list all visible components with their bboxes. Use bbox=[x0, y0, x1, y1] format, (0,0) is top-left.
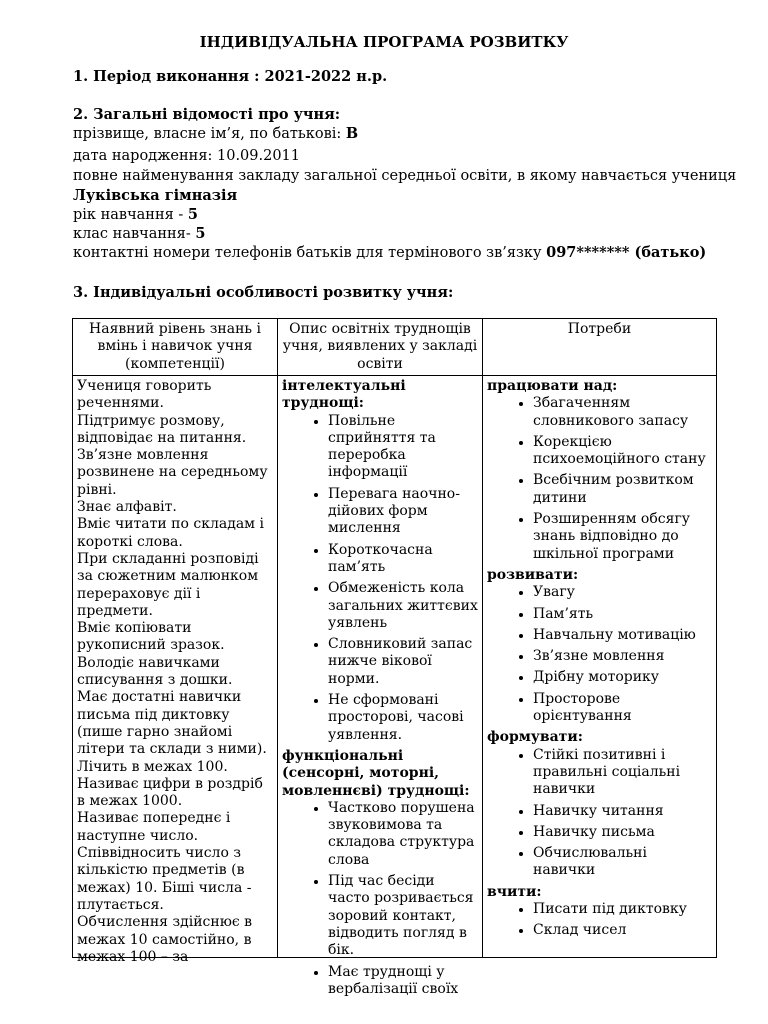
study-year-label: рік навчання - bbox=[73, 207, 188, 223]
intellectual-difficulties-list bbox=[282, 413, 478, 744]
competency-item: Знає алфавіт. bbox=[77, 499, 177, 516]
list-item: • Навчальну мотивацію bbox=[533, 627, 712, 644]
section-1-period: 1. Період виконання : 2021-2022 н.р. bbox=[73, 68, 388, 85]
class-label: клас навчання- bbox=[73, 226, 196, 242]
list-item: • Склад чисел bbox=[533, 922, 712, 939]
teach-list bbox=[487, 901, 712, 940]
competency-item: Лічить в межах 100. bbox=[77, 758, 228, 775]
develop-title: розвивати: bbox=[487, 566, 579, 583]
list-item: • Писати під диктовку bbox=[533, 901, 712, 918]
header-needs: Потреби bbox=[483, 319, 717, 376]
list-item: • Корекцією психоемоційного стану bbox=[533, 434, 712, 469]
competencies-cell bbox=[73, 376, 278, 965]
develop-list bbox=[487, 584, 712, 725]
table-body-row bbox=[73, 376, 717, 958]
section-3-heading: 3. Індивідуальні особливості розвитку учня: bbox=[73, 284, 454, 301]
study-year-line bbox=[73, 206, 198, 223]
list-item: • Просторове орієнтування bbox=[533, 691, 712, 726]
work-on-title: працювати над: bbox=[487, 378, 618, 394]
functional-difficulties-list bbox=[282, 800, 478, 998]
competency-item: При складанні розповіді за сюжетним малюнком перераховує дії і предмети. bbox=[77, 550, 259, 619]
parent-phone-label: контактні номери телефонів батьків для термінового зв’язку bbox=[73, 245, 547, 261]
needs-cell bbox=[483, 376, 717, 958]
development-table bbox=[72, 318, 717, 997]
class-value: 5 bbox=[195, 225, 206, 242]
class-line bbox=[73, 225, 205, 242]
difficulties-cell bbox=[278, 376, 483, 997]
competency-item: Співвідносить число з кількістю предметів (в межах) 10. Біші числа - плутається. bbox=[77, 845, 252, 913]
section-2-heading: 2. Загальні відомості про учня: bbox=[73, 106, 341, 123]
school-label: повне найменування закладу загальної середньої освіти, в якому навчається учениця bbox=[73, 168, 737, 184]
table-header-row bbox=[73, 319, 717, 376]
header-difficulties: Опис освітніх труднощів учня, виявлених у закладі освіти bbox=[278, 319, 483, 376]
student-name-line bbox=[73, 125, 358, 142]
list-item: • Не сформовані просторові, часові уявлення. bbox=[328, 692, 478, 744]
list-item: • Дрібну моторику bbox=[533, 669, 712, 686]
document-title: ІНДИВІДУАЛЬНА ПРОГРАМА РОЗВИТКУ bbox=[199, 33, 569, 51]
header-competencies: Наявний рівень знань і вмінь і навичок учня (компетенції) bbox=[73, 319, 278, 376]
list-item: • Обчислювальні навички bbox=[533, 845, 712, 880]
student-name-label: прізвище, власне ім’я, по батькові: bbox=[73, 126, 346, 142]
student-name-value: В bbox=[345, 125, 359, 142]
competency-item: Володіє навичками списування з дошки. bbox=[77, 654, 233, 689]
intellectual-difficulties-title: інтелектуальні труднощі: bbox=[282, 378, 406, 412]
competency-item: Зв’язне мовлення розвинене на середньому рівні. bbox=[77, 447, 268, 498]
competency-item: Підтримує розмову, відповідає на питання. bbox=[77, 412, 247, 446]
list-item: • Увагу bbox=[533, 584, 712, 601]
date-of-birth: дата народження: 10.09.2011 bbox=[73, 148, 301, 164]
list-item: • Навичку письма bbox=[533, 824, 712, 841]
teach-title: вчити: bbox=[487, 883, 542, 900]
list-item: • Зв’язне мовлення bbox=[533, 648, 712, 665]
parent-phone-line bbox=[73, 244, 706, 261]
form-list bbox=[487, 747, 712, 880]
parent-phone-value: 097******* (батько) bbox=[546, 244, 707, 261]
competency-item: Учениця говорить реченнями. bbox=[77, 378, 212, 412]
list-item: • Збагаченням словникового запасу bbox=[533, 395, 712, 430]
school-value: Луківська гімназія bbox=[73, 187, 238, 204]
study-year-value: 5 bbox=[187, 206, 198, 223]
form-title: формувати: bbox=[487, 729, 583, 746]
list-item: • Стійкі позитивні і правильні соціальні навички bbox=[533, 747, 712, 799]
competency-item: Називає попереднє і наступне число. bbox=[77, 810, 231, 844]
list-item: • Всебічним розвитком дитини bbox=[533, 472, 712, 507]
list-item: • Пам’ять bbox=[533, 606, 712, 623]
list-item: • Перевага наочно-дійових форм мислення bbox=[328, 486, 478, 538]
work-on-list bbox=[487, 395, 712, 563]
list-item: • Розширенням обсягу знань відповідно до шкільної програми bbox=[533, 511, 712, 563]
list-item: • Обмеженість кола загальних життєвих уявлень bbox=[328, 580, 478, 632]
list-item: • Навичку читання bbox=[533, 803, 712, 820]
list-item: • Має труднощі у вербалізації своїх bbox=[328, 964, 478, 999]
competency-item: Обчислення здійснює в межах 10 самостійно, в межах 100 – за bbox=[77, 914, 253, 965]
list-item: • Короткочасна пам’ять bbox=[328, 542, 478, 577]
list-item: • Повільне сприйняття та переробка інформації bbox=[328, 413, 478, 482]
competency-item: Вміє копіювати рукописний зразок. bbox=[77, 620, 225, 654]
functional-difficulties-title: функціональні (сенсорні, моторні, мовленнєві) труднощі: bbox=[282, 747, 470, 799]
list-item: • Словниковий запас нижче вікової норми. bbox=[328, 636, 478, 688]
list-item: • Частково порушена звуковимова та складова структура слова bbox=[328, 800, 478, 869]
list-item: • Під час бесіди часто розривається зоровий контакт, відводить погляд в бік. bbox=[328, 873, 478, 959]
competency-item: Має достатні навички письма під диктовку (пише гарно знайомі літери та склади з ними). bbox=[77, 689, 267, 758]
competency-item: Вміє читати по складам і короткі слова. bbox=[77, 516, 264, 550]
competency-item: Називає цифри в роздріб в межах 1000. bbox=[77, 775, 263, 810]
